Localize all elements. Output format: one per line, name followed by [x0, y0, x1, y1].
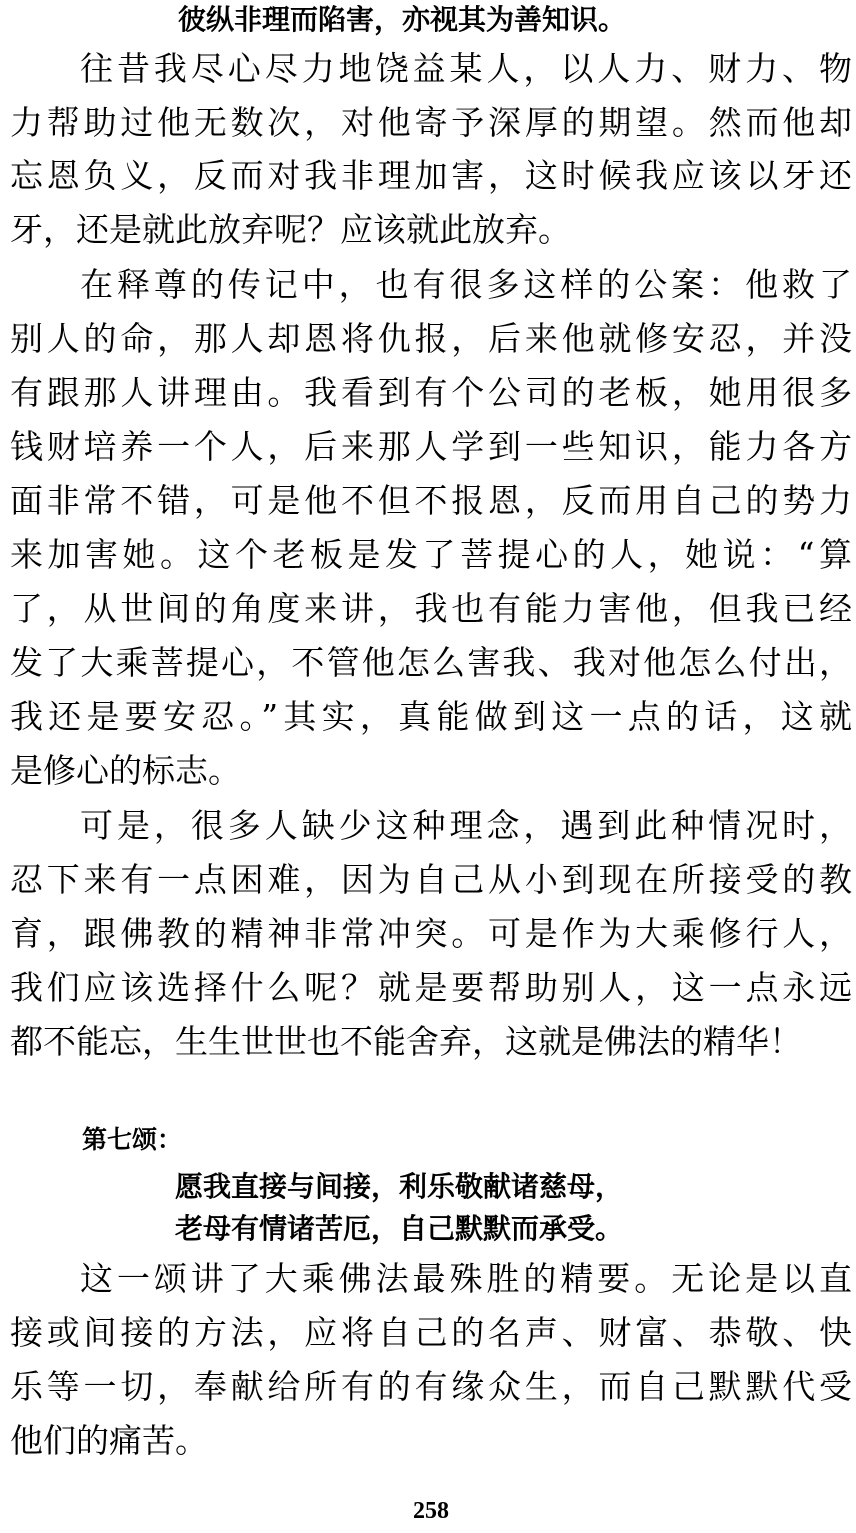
paragraph-line: 发了大乘菩提心，不管他怎么害我、我对他怎么付出， — [10, 643, 852, 682]
paragraph-line: 他们的痛苦。 — [10, 1421, 208, 1460]
paragraph-line: 有跟那人讲理由。我看到有个公司的老板，她用很多 — [10, 373, 852, 412]
paragraph-line: 都不能忘，生生世世也不能舍弃，这就是佛法的精华！ — [10, 1022, 802, 1061]
paragraph-line: 忘恩负义，反而对我非理加害，这时候我应该以牙还 — [10, 156, 852, 195]
paragraph-line: 我还是要安忍。”其实，真能做到这一点的话，这就 — [10, 697, 852, 736]
paragraph-line: 这一颂讲了大乘佛法最殊胜的精要。无论是以直 — [80, 1259, 852, 1298]
paragraph-line: 往昔我尽心尽力地饶益某人，以人力、财力、物 — [80, 49, 852, 88]
verse-line: 愿我直接与间接，利乐敬献诸慈母， — [175, 1170, 624, 1203]
section-title: 第七颂： — [82, 1125, 183, 1154]
paragraph-line: 在释尊的传记中，也有很多这样的公案：他救了 — [80, 265, 852, 304]
paragraph-line: 了，从世间的角度来讲，我也有能力害他，但我已经 — [10, 589, 852, 628]
paragraph-line: 钱财培养一个人，后来那人学到一些知识，能力各方 — [10, 427, 852, 466]
paragraph-line: 是修心的标志。 — [10, 751, 241, 790]
top-verse-line: 彼纵非理而陷害，亦视其为善知识。 — [178, 3, 627, 36]
paragraph-line: 别人的命，那人却恩将仇报，后来他就修安忍，并没 — [10, 319, 852, 358]
paragraph-line: 面非常不错，可是他不但不报恩，反而用自己的势力 — [10, 481, 852, 520]
paragraph-line: 乐等一切，奉献给所有的有缘众生，而自己默默代受 — [10, 1367, 852, 1406]
paragraph-line: 来加害她。这个老板是发了菩提心的人，她说：“算 — [10, 535, 852, 574]
paragraph-line: 接或间接的方法，应将自己的名声、财富、恭敬、快 — [10, 1313, 852, 1352]
paragraph-line: 育，跟佛教的精神非常冲突。可是作为大乘修行人， — [10, 914, 852, 953]
paragraph-line: 可是，很多人缺少这种理念，遇到此种情况时， — [80, 806, 852, 845]
verse-line: 老母有情诸苦厄，自己默默而承受。 — [175, 1212, 624, 1245]
paragraph-line: 忍下来有一点困难，因为自己从小到现在所接受的教 — [10, 860, 852, 899]
paragraph-line: 力帮助过他无数次，对他寄予深厚的期望。然而他却 — [10, 103, 852, 142]
book-page — [10, 0, 852, 1533]
page-number: 258 — [413, 1498, 449, 1524]
paragraph-line: 我们应该选择什么呢？就是要帮助别人，这一点永远 — [10, 968, 852, 1007]
paragraph-line: 牙，还是就此放弃呢？应该就此放弃。 — [10, 210, 571, 249]
